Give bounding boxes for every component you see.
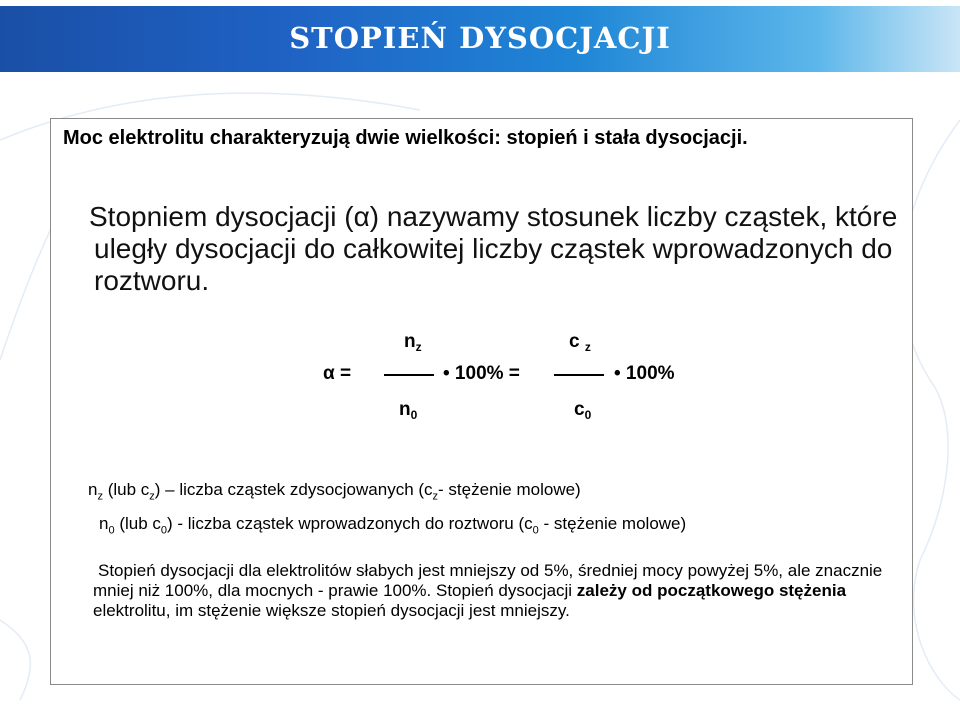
denominator-n0: [399, 399, 417, 421]
fraction-bar-2: [554, 374, 604, 376]
dissociation-formula: [51, 327, 914, 427]
c0-sub: 0: [584, 408, 592, 422]
subscript: 0: [160, 524, 168, 537]
definition-text-2: ) nazywamy stosunek liczby cząstek, które uległy dysocjacji do całkowitej liczby cząstek wprowadzonych do roztworu.: [94, 201, 898, 296]
subscript: 0: [108, 524, 115, 537]
slide-title: STOPIEŃ DYSOCJACJI: [289, 21, 671, 55]
definition-text: (lub c: [102, 480, 150, 499]
n0-sub: 0: [410, 408, 418, 422]
subscript: z: [149, 490, 155, 503]
formula-end: • 100%: [614, 363, 675, 384]
nz-base: n: [404, 331, 416, 352]
intro-paragraph: Moc elektrolitu charakteryzują dwie wielkości: stopień i stała dysocjacji.: [63, 127, 748, 149]
denominator-c0: [574, 399, 591, 421]
cz-base: c: [569, 331, 580, 352]
summary-text-2: elektrolitu, im stężenie większe stopień dysocjacji jest mniejszy.: [93, 601, 570, 620]
fraction-bar-1: [384, 374, 434, 376]
n0-base: n: [399, 399, 411, 420]
numerator-nz: [404, 331, 422, 353]
definition-text: - stężenie molowe): [538, 514, 687, 534]
formula-mid: • 100% =: [443, 363, 520, 384]
numerator-cz: [569, 331, 591, 353]
subscript: z: [97, 490, 103, 503]
definition-text: ) - liczba cząstek wprowadzonych do roztworu (c: [167, 514, 533, 534]
cz-sub: z: [584, 340, 591, 354]
c0-base: c: [574, 399, 585, 420]
summary-bold: zależy od początkowego stężenia: [576, 581, 847, 600]
content-box: [50, 118, 913, 685]
nz-sub: z: [415, 340, 422, 354]
definition-text: - stężenie molowe): [438, 480, 581, 499]
formula-lhs: α =: [323, 363, 352, 384]
definition-n0: [88, 510, 908, 544]
definition-text: n: [99, 514, 109, 534]
subscript: z: [432, 490, 439, 503]
alpha-symbol: α: [353, 201, 370, 232]
summary-text-1: Stopień dysocjacji dla elektrolitów słabych jest mniejszy od 5%, średniej mocy powyżej 5%, ale znacznie mniej niż 100%, dla mocnych - prawie 100%. Stopień dysocjacji: [93, 561, 883, 600]
definition-text: n: [88, 480, 98, 499]
definition-text: (lub c: [114, 514, 161, 534]
subscript: 0: [532, 524, 539, 537]
symbol-definitions: [88, 476, 908, 545]
definition-text-1: Stopniem dysocjacji (: [89, 201, 354, 232]
summary-paragraph: [93, 561, 893, 621]
definition-paragraph: [63, 201, 934, 297]
definition-nz: [88, 476, 908, 510]
definition-text: ) – liczba cząstek zdysocjowanych (c: [154, 480, 433, 499]
